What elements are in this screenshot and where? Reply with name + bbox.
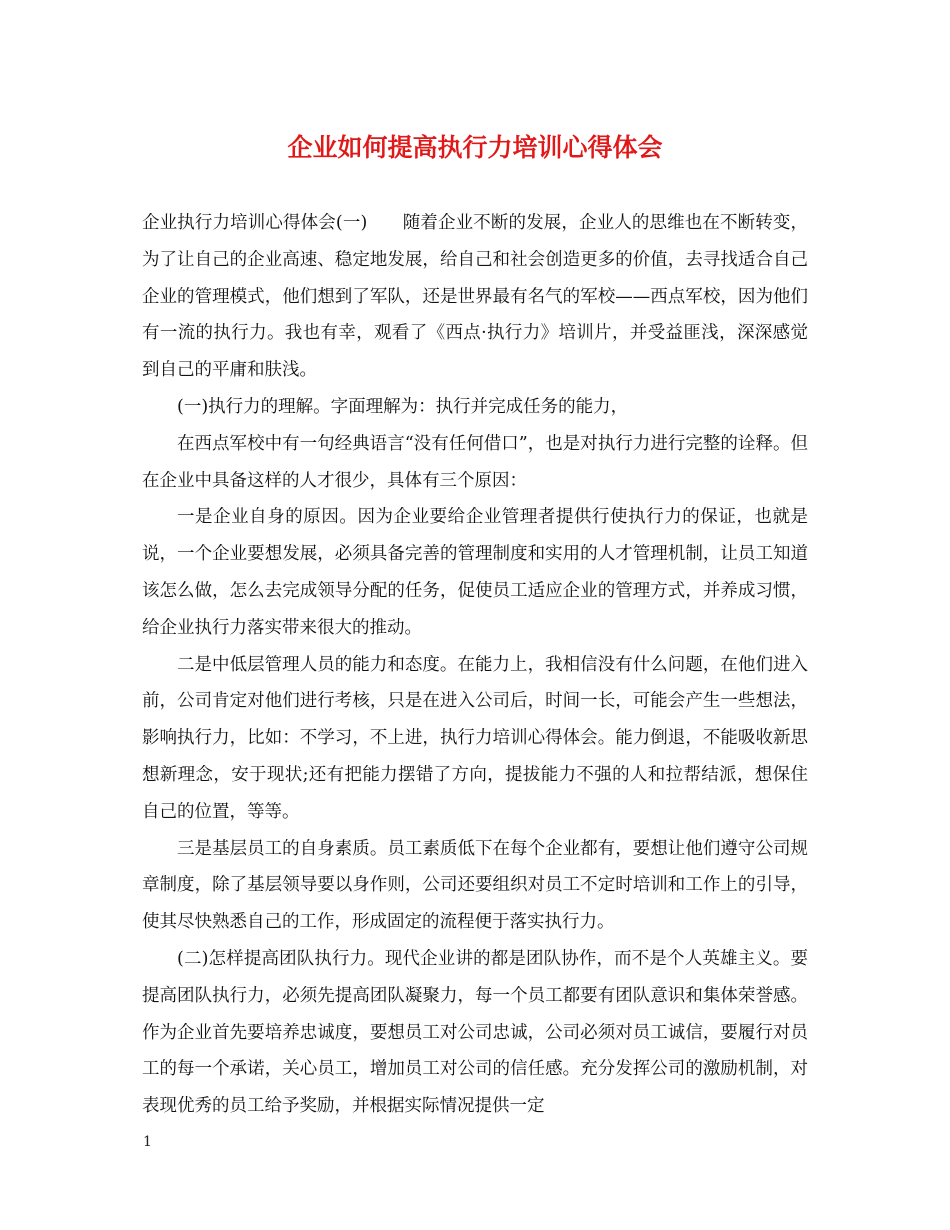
paragraph-section-two: (二)怎样提高团队执行力。现代企业讲的都是团队协作，而不是个人英雄主义。要提高团队执行力，必须先提高团队凝聚力，每一个员工都要有团队意识和集体荣誉感。作为企业首先要培养忠诚度，要想员工对公司忠诚，公司必须对员工诚信，要履行对员工的每一个承诺，关心员工，增加员工对公司的信任感。充分发挥公司的激励机制，对表现优秀的员工给予奖励，并根据实际情况提供一定 bbox=[142, 948, 808, 1117]
paragraph-reason-three: 三是基层员工的自身素质。员工素质低下在每个企业都有，要想让他们遵守公司规章制度，除了基层领导要以身作则，公司还要组织对员工不定时培训和工作上的引导，使其尽快熟悉自己的工作，形成固定的流程便于落实执行力。 bbox=[142, 838, 808, 933]
paragraph-reason-two: 二是中低层管理人员的能力和态度。在能力上，我相信没有什么问题，在他们进入前，公司肯定对他们进行考核，只是在进入公司后，时间一长，可能会产生一些想法，影响执行力，比如：不学习，不上进，执行力培训心得体会。能力倒退，不能吸收新思想新理念，安于现状;还有把能力摆错了方向，提拔能力不强的人和拉帮结派，想保住自己的位置，等等。 bbox=[142, 654, 808, 822]
paragraph-intro: 企业执行力培训心得体会(一) 随着企业不断的发展，企业人的思维也在不断转变，为了让自己的企业高速、稳定地发展，给自己和社会创造更多的价值，去寻找适合自己企业的管理模式，他们想到了军队，还是世界最有名气的军校——西点军校，因为他们有一流的执行力。我也有幸，观看了《西点·执行力》培训片，并受益匪浅，深深感觉到自己的平庸和肤浅。 bbox=[142, 213, 808, 381]
paragraph-west-point-quote: 在西点军校中有一句经典语言“没有任何借口”，也是对执行力进行完整的诠释。但在企业中具备这样的人才很少，具体有三个原因： bbox=[142, 433, 808, 491]
document-title: 企业如何提高执行力培训心得体会 bbox=[287, 133, 663, 162]
document-body bbox=[142, 205, 808, 1125]
page-number: 1 bbox=[143, 1134, 152, 1150]
paragraph-section-one-heading: (一)执行力的理解。字面理解为：执行并完成任务的能力， bbox=[177, 396, 629, 417]
paragraph-reason-one: 一是企业自身的原因。因为企业要给企业管理者提供行使执行力的保证，也就是说，一个企业要想发展，必须具备完善的管理制度和实用的人才管理机制，让员工知道该怎么做，怎么去完成领导分配的任务，促使员工适应企业的管理方式，并养成习惯，给企业执行力落实带来很大的推动。 bbox=[142, 507, 808, 638]
